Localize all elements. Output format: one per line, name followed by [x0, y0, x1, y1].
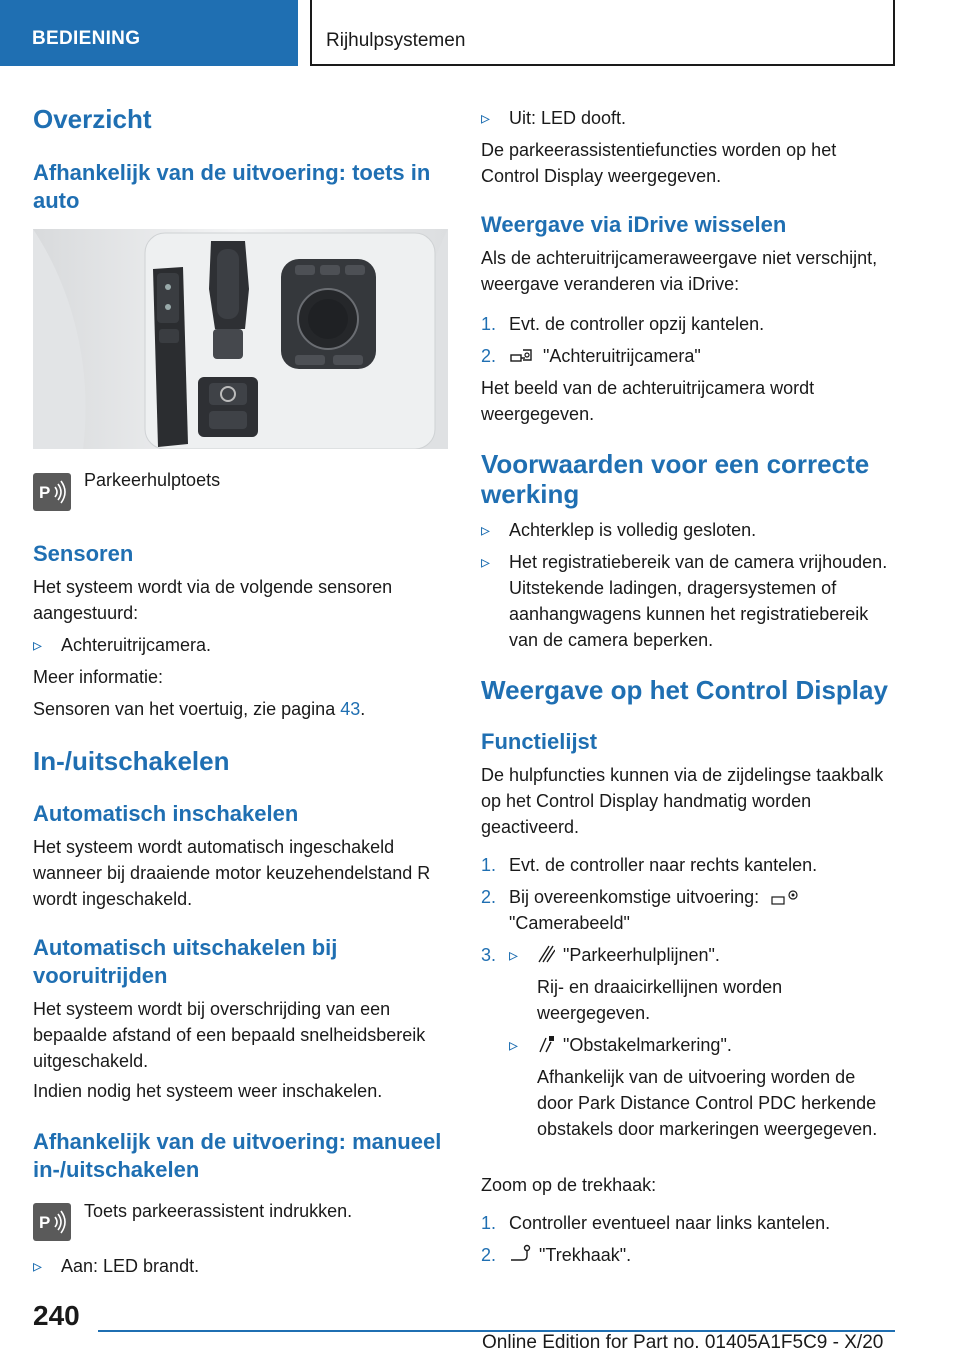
- heading-sensoren: Sensoren: [33, 541, 134, 566]
- center-console-image: [33, 229, 448, 449]
- svg-text:P: P: [39, 483, 51, 502]
- list-item: ▹ Aan: LED brandt.: [33, 1253, 448, 1279]
- triangle-bullet-icon: ▹: [481, 552, 491, 572]
- meer-informatie-label: Meer informatie:: [33, 667, 164, 687]
- idrive-paragraph: Als de achteruitrijcameraweergave niet verschijnt, weergave veranderen via iDrive:: [481, 248, 878, 294]
- zoom-trekhaak-label: Zoom op de trekhaak:: [481, 1175, 657, 1195]
- triangle-bullet-icon: ▹: [33, 635, 43, 655]
- list-item: 3. ▹ "Parkeerhulplijnen".: [481, 942, 893, 968]
- list-item: ▹ Uit: LED dooft.: [481, 105, 893, 131]
- heading-weergave-control-display: Weergave op het Control Display: [481, 675, 888, 705]
- auto-uit-paragraph: Het systeem wordt bij overschrijding van een bepaalde afstand of een bepaald snelheidsbereik uitgeschakeld.: [33, 999, 426, 1071]
- list-item: ▹ Achteruitrijcamera.: [33, 632, 448, 658]
- page-43-link[interactable]: 43: [340, 699, 361, 719]
- list-item: 1. Evt. de controller opzij kantelen.: [481, 314, 765, 334]
- heading-voorwaarden: Voorwaarden voor een correcte werking: [481, 449, 870, 509]
- camera-settings-icon: [770, 888, 802, 908]
- rear-camera-icon: [509, 346, 535, 366]
- center-console-photo: [33, 229, 448, 449]
- caption-parkeerhulptoets: Parkeerhulptoets: [84, 470, 221, 490]
- parking-assist-icon: [33, 1203, 71, 1241]
- sensoren-paragraph: Het systeem wordt via de volgende sensoren aangestuurd:: [33, 577, 393, 623]
- page-number: 240: [33, 1300, 80, 1331]
- tow-hitch-icon: [509, 1244, 531, 1264]
- obstakelmarkering-desc: Afhankelijk van de uitvoering worden de door Park Distance Control PDC herkende obstakels door markeringen weergegeven.: [537, 1067, 878, 1139]
- chapter-title: BEDIENING: [32, 28, 141, 49]
- list-item: 2. "Achteruitrijcamera": [481, 346, 701, 366]
- svg-text:P: P: [39, 1213, 51, 1232]
- header-divider: [310, 0, 312, 66]
- heading-manueel: Afhankelijk van de uitvoering: manueel in-/uitschakelen: [33, 1129, 442, 1182]
- triangle-bullet-icon: ▹: [33, 1256, 43, 1276]
- uit-paragraph: De parkeerassistentiefuncties worden op het Control Display weergegeven.: [481, 140, 837, 186]
- manueel-instruction: Toets parkeerassistent indrukken.: [84, 1201, 353, 1221]
- list-item: 1. Controller eventueel naar links kantelen.: [481, 1213, 831, 1233]
- idrive-after-paragraph: Het beeld van de achteruitrijcamera wordt weergegeven.: [481, 378, 815, 424]
- heading-functielijst: Functielijst: [481, 729, 598, 754]
- heading-overzicht: Overzicht: [33, 104, 152, 134]
- list-item: ▹ "Obstakelmarkering".: [509, 1032, 893, 1058]
- triangle-bullet-icon: ▹: [481, 520, 491, 540]
- list-item: ▹ Achterklep is volledig gesloten.: [481, 517, 893, 543]
- list-item: ▹ Het registratiebereik van de camera vrijhouden. Uitstekende ladingen, dragersystemen of aanhangwagens kunnen het registratiebereik van de camera beperken.: [481, 549, 893, 653]
- heading-automatisch-inschakelen: Automatisch inschakelen: [33, 801, 299, 826]
- edition-info: Online Edition for Part no. 01405A1F5C9 - X/20: [482, 1332, 884, 1353]
- section-title: Rijhulpsystemen: [326, 30, 466, 51]
- heading-in-uitschakelen: In-/uitschakelen: [33, 746, 230, 776]
- header-divider-right: [893, 0, 895, 66]
- chapter-tab: [0, 0, 298, 66]
- auto-uit-paragraph-2: Indien nodig het systeem weer inschakelen.: [33, 1081, 383, 1101]
- list-item: 2. Bij overeenkomstige uitvoering: "Camerabeeld": [481, 884, 893, 936]
- header-underline: [310, 64, 895, 66]
- list-item: 1. Evt. de controller naar rechts kantelen.: [481, 855, 818, 875]
- parking-lines-icon: [537, 944, 555, 964]
- sensoren-reference: Sensoren van het voertuig, zie pagina 43.: [33, 699, 366, 719]
- obstacle-marking-icon: [537, 1034, 555, 1054]
- heading-idrive: Weergave via iDrive wisselen: [481, 212, 787, 237]
- triangle-bullet-icon: ▹: [481, 108, 491, 128]
- parkeerhulplijnen-desc: Rij- en draaicirkellijnen worden weergegeven.: [537, 977, 783, 1023]
- auto-in-paragraph: Het systeem wordt automatisch ingeschakeld wanneer bij draaiende motor keuzehendelstand R wordt ingeschakeld.: [33, 837, 431, 909]
- triangle-bullet-icon: ▹: [509, 945, 519, 965]
- heading-automatisch-uitschakelen: Automatisch uitschakelen bij vooruitrijden: [33, 935, 338, 988]
- parking-assist-icon: [33, 473, 71, 511]
- functielijst-paragraph: De hulpfuncties kunnen via de zijdelingse taakbalk op het Control Display handmatig worden geactiveerd.: [481, 765, 884, 837]
- triangle-bullet-icon: ▹: [509, 1035, 519, 1055]
- heading-toets-in-auto: Afhankelijk van de uitvoering: toets in auto: [33, 160, 431, 213]
- list-item: 2. "Trekhaak".: [481, 1245, 632, 1265]
